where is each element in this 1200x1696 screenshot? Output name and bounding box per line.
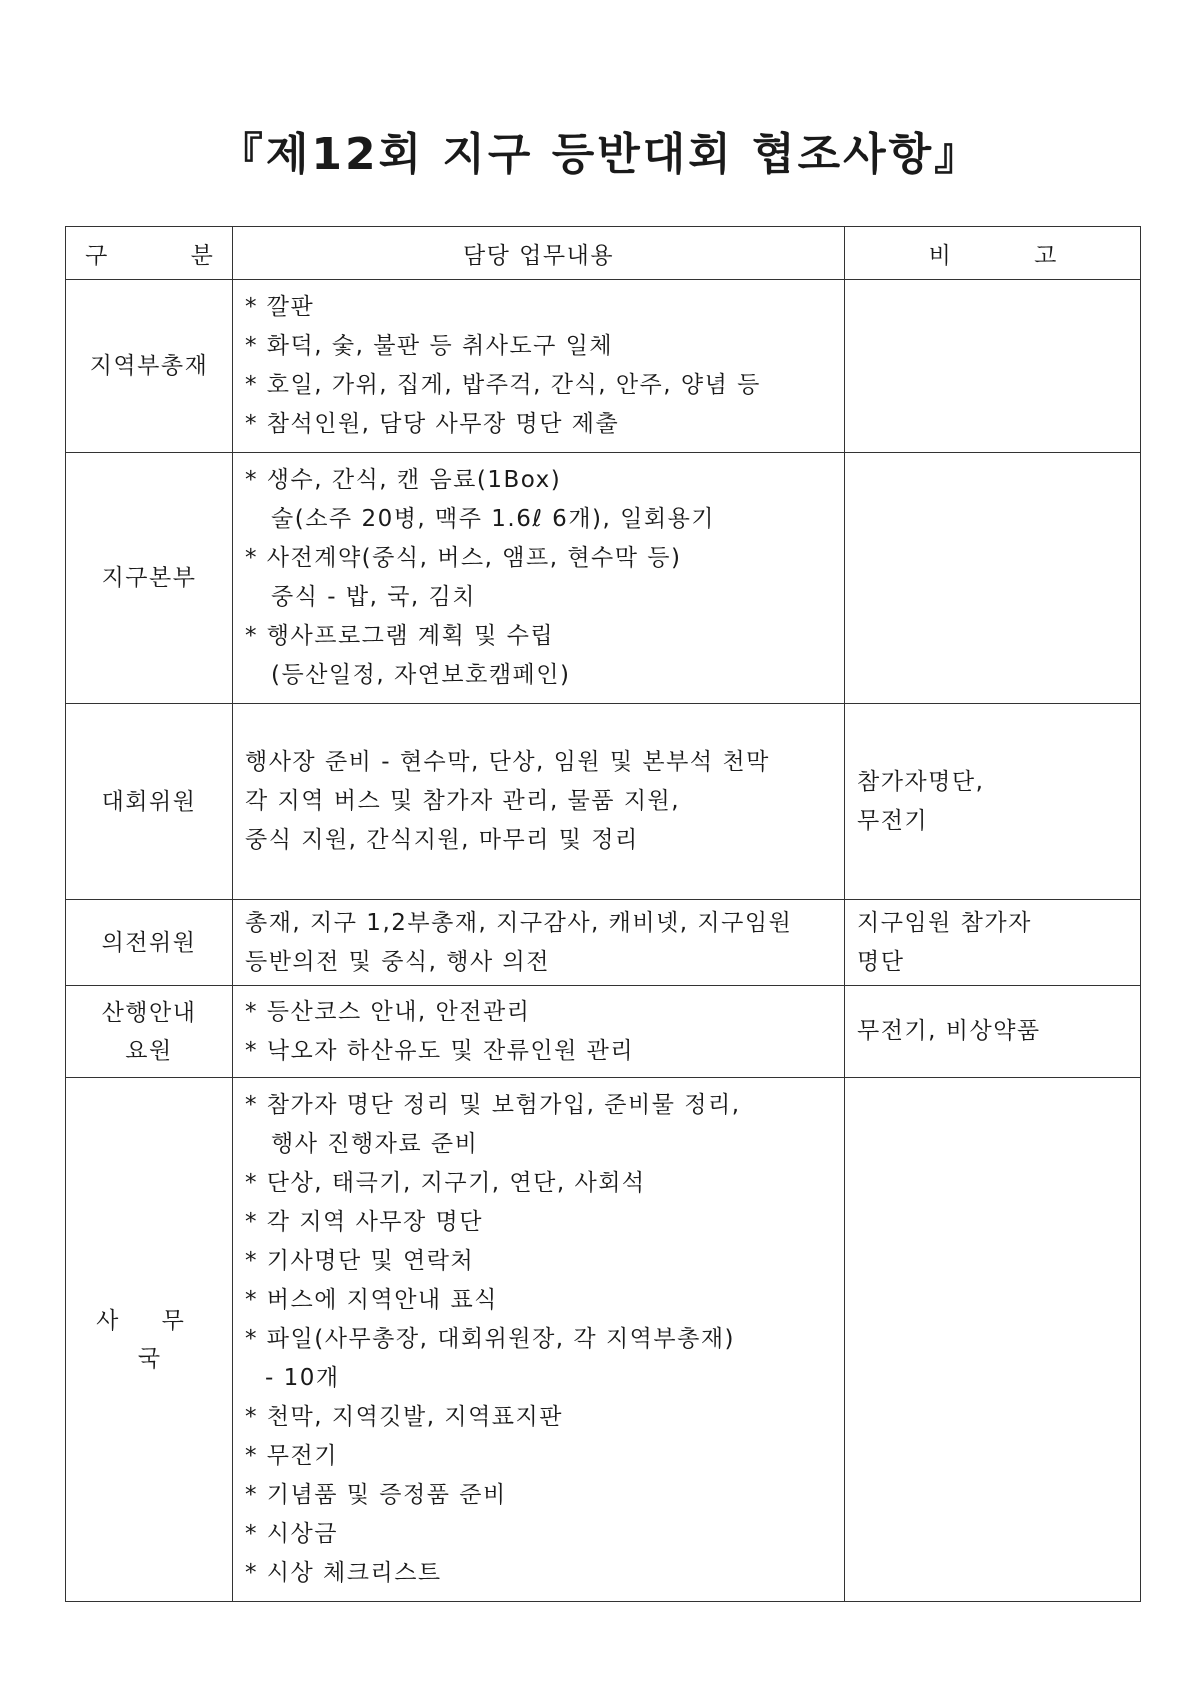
duty-line: * 천막, 지역깃발, 지역표지판 <box>245 1404 563 1430</box>
row-note: 무전기, 비상약품 <box>845 986 1141 1078</box>
cooperation-table <box>65 226 1141 1602</box>
duty-line: 행사장 준비 - 현수막, 단상, 임원 및 본부석 천막 <box>245 749 770 775</box>
table-row <box>66 900 1141 986</box>
row-note <box>845 1078 1141 1602</box>
row-category: 지역부총재 <box>66 280 233 453</box>
duty-line: 행사 진행자료 준비 <box>271 1131 479 1157</box>
row-category: 의전위원 <box>66 900 233 986</box>
duty-line: 총재, 지구 1,2부총재, 지구감사, 캐비넷, 지구임원 <box>245 909 793 936</box>
table-row <box>66 704 1141 900</box>
duty-line: * 참석인원, 담당 사무장 명단 제출 <box>245 411 620 437</box>
duty-line: * 등산코스 안내, 안전관리 <box>245 998 531 1025</box>
duty-line: * 단상, 태극기, 지구기, 연단, 사회석 <box>245 1170 646 1196</box>
duty-line: * 행사프로그램 계획 및 수립 <box>245 623 555 649</box>
table-row <box>66 986 1141 1078</box>
row-duties <box>233 704 845 900</box>
header-category: 구 분 <box>66 227 233 280</box>
duty-line: * 생수, 간식, 캔 음료(1Box) <box>245 467 562 493</box>
table-row <box>66 453 1141 704</box>
duty-line: * 시상 체크리스트 <box>245 1560 442 1586</box>
duty-line: 중식 지원, 간식지원, 마무리 및 정리 <box>245 827 639 853</box>
duty-line: * 파일(사무총장, 대회위원장, 각 지역부총재) <box>245 1326 736 1352</box>
row-note: 참가자명단, 무전기 <box>845 704 1141 900</box>
duty-line: 등반의전 및 중식, 행사 의전 <box>245 948 550 975</box>
duty-line: * 시상금 <box>245 1521 338 1547</box>
document-title: 『제12회 지구 등반대회 협조사항』 <box>218 129 982 180</box>
duty-line: * 참가자 명단 정리 및 보험가입, 준비물 정리, <box>245 1092 741 1118</box>
row-category: 지구본부 <box>66 453 233 704</box>
duty-line: * 깔판 <box>245 294 315 320</box>
duty-line: * 호일, 가위, 집게, 밥주걱, 간식, 안주, 양념 등 <box>245 372 761 398</box>
row-note <box>845 280 1141 453</box>
duty-line: * 화덕, 숯, 불판 등 취사도구 일체 <box>245 333 614 359</box>
row-duties <box>233 1078 845 1602</box>
duty-line: - 10개 <box>265 1365 340 1391</box>
row-duties <box>233 986 845 1078</box>
header-duty: 담당 업무내용 <box>233 227 845 280</box>
duty-line: 중식 - 밥, 국, 김치 <box>271 584 476 610</box>
duty-line: 술(소주 20병, 맥주 1.6ℓ 6개), 일회용기 <box>271 506 716 532</box>
row-note <box>845 453 1141 704</box>
header-note: 비 고 <box>845 227 1141 280</box>
duty-line: * 낙오자 하산유도 및 잔류인원 관리 <box>245 1037 635 1064</box>
duty-line: * 기념품 및 증정품 준비 <box>245 1482 507 1508</box>
duty-line: * 사전계약(중식, 버스, 앰프, 현수막 등) <box>245 545 682 571</box>
row-category: 사 무 국 <box>66 1078 233 1602</box>
table-row <box>66 1078 1141 1602</box>
duty-line: * 기사명단 및 연락처 <box>245 1248 475 1274</box>
row-duties <box>233 900 845 986</box>
duty-line: * 각 지역 사무장 명단 <box>245 1209 483 1235</box>
duty-line: * 무전기 <box>245 1443 338 1469</box>
row-category: 산행안내 요원 <box>66 986 233 1078</box>
duty-line: (등산일정, 자연보호캠페인) <box>271 662 571 688</box>
table-row <box>66 280 1141 453</box>
duty-line: * 버스에 지역안내 표식 <box>245 1287 498 1313</box>
table-header-row <box>66 227 1141 280</box>
row-category: 대회위원 <box>66 704 233 900</box>
duty-line: 각 지역 버스 및 참가자 관리, 물품 지원, <box>245 788 681 814</box>
row-note: 지구임원 참가자 명단 <box>845 900 1141 986</box>
row-duties <box>233 280 845 453</box>
row-duties <box>233 453 845 704</box>
